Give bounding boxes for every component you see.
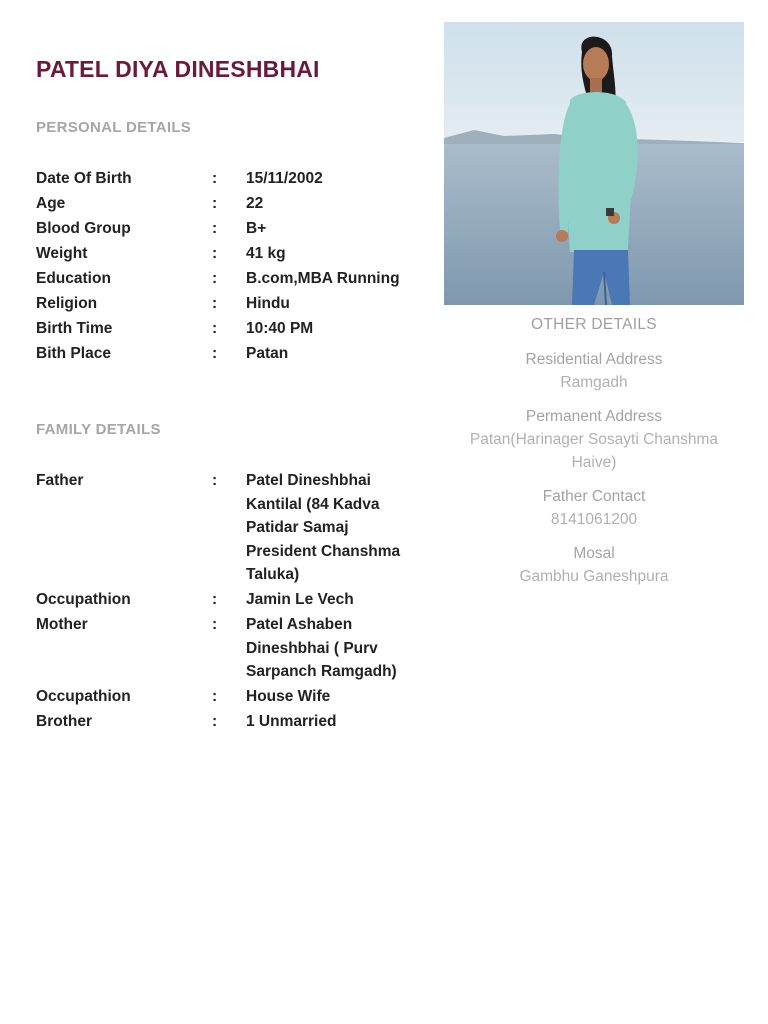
other-item-permanent-address [444, 405, 744, 474]
detail-label: Brother [36, 713, 92, 730]
separator: : [212, 472, 218, 489]
detail-row-father [36, 469, 416, 587]
detail-value: Patan [246, 345, 289, 362]
detail-value: Hindu [246, 295, 290, 312]
other-value: Patan(Harinager Sosayti Chanshma Haive) [469, 431, 719, 471]
detail-label: Blood Group [36, 220, 131, 237]
detail-row-religion [36, 292, 416, 316]
separator: : [212, 591, 218, 608]
detail-label: Religion [36, 295, 98, 312]
detail-row-birth-time [36, 317, 416, 341]
detail-row-mother [36, 613, 416, 684]
separator: : [212, 688, 218, 705]
other-value: 8141061200 [550, 511, 638, 528]
other-item-residential-address [444, 348, 744, 394]
profile-name: PATEL DIYA DINESHBHAI [36, 56, 320, 82]
separator: : [212, 170, 218, 187]
detail-row-blood-group [36, 217, 416, 241]
separator: : [212, 245, 218, 262]
detail-value: House Wife [246, 688, 331, 705]
personal-details-list [36, 167, 416, 367]
detail-label: Occupathion [36, 688, 131, 705]
detail-row-birth-place [36, 342, 416, 366]
separator: : [212, 616, 218, 633]
detail-value: B.com,MBA Running [246, 270, 400, 287]
other-details-heading: OTHER DETAILS [531, 316, 657, 333]
other-item-mosal [444, 542, 744, 588]
separator: : [212, 345, 218, 362]
detail-row-brother [36, 710, 416, 734]
other-label: Permanent Address [525, 408, 663, 425]
detail-value: 41 kg [246, 245, 286, 262]
separator: : [212, 195, 218, 212]
detail-value: 15/11/2002 [246, 170, 323, 187]
detail-value: Patel Dineshbhai Kantilal (84 Kadva Patidar Samaj President Chanshma Taluka) [246, 472, 401, 583]
detail-value: 10:40 PM [246, 320, 314, 337]
other-label: Residential Address [525, 351, 663, 368]
separator: : [212, 713, 218, 730]
detail-row-weight [36, 242, 416, 266]
detail-value: B+ [246, 220, 267, 237]
other-label: Mosal [573, 545, 615, 562]
detail-row-date-of-birth [36, 167, 416, 191]
detail-label: Father [36, 472, 84, 489]
detail-row-age [36, 192, 416, 216]
detail-row-education [36, 267, 416, 291]
personal-details-heading: PERSONAL DETAILS [36, 119, 192, 136]
profile-photo-image [444, 22, 744, 305]
other-item-father-contact [444, 485, 744, 531]
detail-label: Education [36, 270, 111, 287]
detail-label: Mother [36, 616, 88, 633]
detail-label: Birth Time [36, 320, 113, 337]
biodata-left-column [36, 55, 416, 730]
other-value: Ramgadh [560, 374, 628, 391]
other-label: Father Contact [542, 488, 646, 505]
detail-row-mother-occupation [36, 685, 416, 709]
detail-value: 1 Unmarried [246, 713, 337, 730]
detail-label: Occupathion [36, 591, 131, 608]
detail-label: Date Of Birth [36, 170, 132, 187]
other-details-panel [444, 316, 744, 599]
detail-label: Bith Place [36, 345, 111, 362]
family-details-heading: FAMILY DETAILS [36, 421, 161, 438]
other-value: Gambhu Ganeshpura [519, 568, 669, 585]
separator: : [212, 320, 218, 337]
detail-row-father-occupation [36, 588, 416, 612]
detail-label: Weight [36, 245, 88, 262]
separator: : [212, 270, 218, 287]
detail-value: Patel Ashaben Dineshbhai ( Purv Sarpanch Ramgadh) [246, 616, 397, 680]
detail-value: Jamin Le Vech [246, 591, 354, 608]
profile-photo [444, 22, 744, 305]
separator: : [212, 220, 218, 237]
separator: : [212, 295, 218, 312]
detail-label: Age [36, 195, 66, 212]
detail-value: 22 [246, 195, 264, 212]
family-details-list [36, 469, 416, 735]
